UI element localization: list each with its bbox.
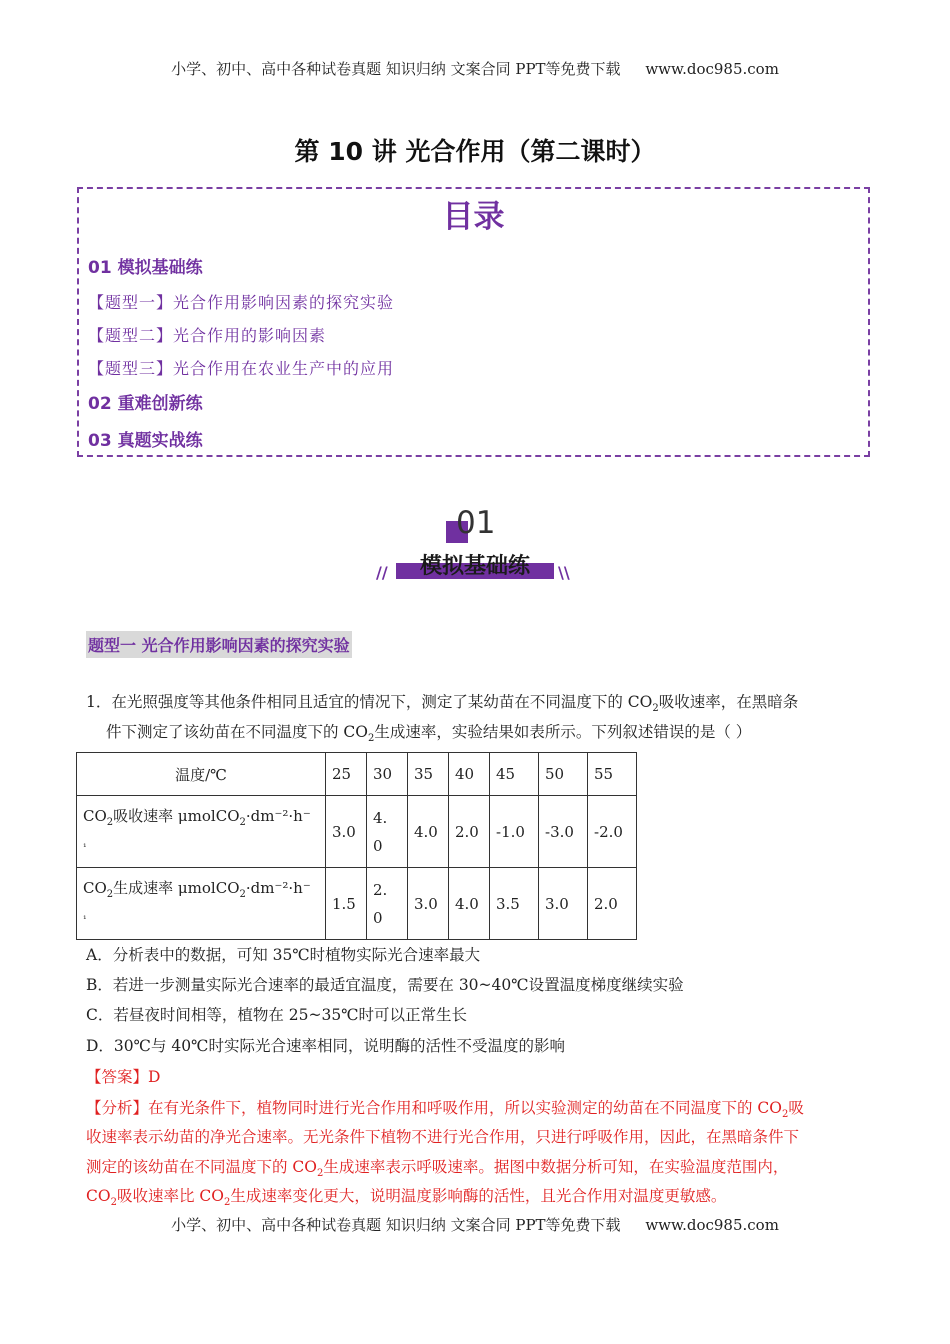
banner-title: 模拟基础练 bbox=[419, 554, 530, 579]
page-footer bbox=[0, 1214, 950, 1235]
analysis-line-2: 收速率表示幼苗的净光合速率。无光条件下植物不进行光合作用，只进行呼吸作用，因此，在黑暗条件下 bbox=[86, 1128, 800, 1146]
table-cell: 3.0 bbox=[408, 868, 449, 940]
banner-number: 01 bbox=[456, 505, 496, 541]
row-label bbox=[77, 868, 326, 940]
question-line-2 bbox=[106, 720, 751, 744]
analysis-line-1 bbox=[86, 1096, 804, 1120]
label-text: ·dm⁻²·h⁻ bbox=[245, 806, 311, 825]
option-d[interactable]: D．30℃与 40℃时实际光合速率相同，说明酶的活性不受温度的影响 bbox=[86, 1037, 565, 1055]
answer-line: 【答案】D bbox=[86, 1068, 161, 1086]
table-row bbox=[77, 796, 637, 868]
header-cell: 35 bbox=[408, 753, 449, 796]
analysis-line-3 bbox=[86, 1155, 788, 1179]
analysis-text: 吸收速率比 CO bbox=[116, 1187, 224, 1205]
q-text: 1．在光照强度等其他条件相同且适宜的情况下，测定了某幼苗在不同温度下的 CO bbox=[86, 693, 653, 711]
table-cell: 3.5 bbox=[490, 868, 539, 940]
table-cell bbox=[367, 796, 408, 868]
toc-item-type2[interactable]: 【题型二】光合作用的影响因素 bbox=[88, 326, 327, 345]
table-of-contents bbox=[77, 187, 870, 457]
table-cell bbox=[367, 868, 408, 940]
type-heading: 题型一 光合作用影响因素的探究实验 bbox=[86, 631, 352, 658]
analysis-line-4 bbox=[86, 1184, 726, 1208]
option-a[interactable]: A．分析表中的数据，可知 35℃时植物实际光合速率最大 bbox=[86, 946, 481, 964]
label-text: 吸收速率 μmolCO bbox=[113, 806, 240, 825]
data-table bbox=[76, 752, 637, 940]
table-cell: 4.0 bbox=[449, 868, 490, 940]
cell-text: 4. bbox=[373, 808, 388, 827]
label-text: 生成速率 μmolCO bbox=[113, 878, 240, 897]
label-text: ·dm⁻²·h⁻ bbox=[245, 878, 311, 897]
header-text: 小学、初中、高中各种试卷真题 知识归纳 文案合同 PPT等免费下载 bbox=[171, 60, 621, 78]
toc-item-type3[interactable]: 【题型三】光合作用在农业生产中的应用 bbox=[88, 359, 395, 378]
footer-text: 小学、初中、高中各种试卷真题 知识归纳 文案合同 PPT等免费下载 bbox=[171, 1216, 621, 1234]
header-cell: 45 bbox=[490, 753, 539, 796]
option-b[interactable]: B．若进一步测量实际光合速率的最适宜温度，需要在 30~40℃设置温度梯度继续实验 bbox=[86, 976, 684, 994]
table-cell: -1.0 bbox=[490, 796, 539, 868]
toc-title: 目录 bbox=[442, 199, 505, 235]
header-cell: 温度/℃ bbox=[77, 753, 326, 796]
page-title: 第 10 讲 光合作用（第二课时） bbox=[294, 137, 656, 166]
subscript: 2 bbox=[317, 1168, 324, 1180]
label-text: CO bbox=[83, 878, 107, 897]
table-header-row bbox=[77, 753, 637, 796]
q-text: 件下测定了该幼苗在不同温度下的 CO bbox=[106, 723, 368, 741]
header-url[interactable]: www.doc985.com bbox=[645, 60, 779, 78]
cell-text: 2. bbox=[373, 880, 388, 899]
table-cell: 2.0 bbox=[588, 868, 637, 940]
table-cell: 4.0 bbox=[408, 796, 449, 868]
analysis-text: 生成速率变化更大，说明温度影响酶的活性，且光合作用对温度更敏感。 bbox=[230, 1187, 727, 1205]
table-cell: 1.5 bbox=[326, 868, 367, 940]
table-cell: 3.0 bbox=[326, 796, 367, 868]
toc-item-type1[interactable]: 【题型一】光合作用影响因素的探究实验 bbox=[88, 293, 395, 312]
page-header bbox=[0, 58, 950, 79]
table-cell: 3.0 bbox=[539, 868, 588, 940]
cell-text: 0 bbox=[373, 908, 383, 927]
subscript: 2 bbox=[106, 888, 114, 900]
table-cell: -2.0 bbox=[588, 796, 637, 868]
subscript: 2 bbox=[223, 1197, 231, 1209]
table-row bbox=[77, 868, 637, 940]
option-c[interactable]: C．若昼夜时间相等，植物在 25~35℃时可以正常生长 bbox=[86, 1006, 468, 1024]
banner-left-slash-icon: // bbox=[376, 563, 388, 582]
q-text: 吸收速率，在黑暗条 bbox=[658, 693, 799, 711]
subscript: 2 bbox=[368, 733, 375, 745]
subscript: 2 bbox=[106, 816, 114, 828]
subscript: 2 bbox=[110, 1197, 117, 1209]
label-text: ¹ bbox=[83, 914, 87, 925]
header-cell: 40 bbox=[449, 753, 490, 796]
analysis-text: 吸 bbox=[788, 1099, 804, 1117]
section-banner bbox=[370, 505, 580, 585]
header-cell: 50 bbox=[539, 753, 588, 796]
label-text: CO bbox=[83, 806, 107, 825]
banner-right-slash-icon: \\ bbox=[558, 563, 570, 582]
header-cell: 30 bbox=[367, 753, 408, 796]
q-text: 生成速率，实验结果如表所示。下列叙述错误的是（ ） bbox=[374, 723, 752, 741]
subscript: 2 bbox=[239, 888, 246, 900]
toc-section-02[interactable]: 02 重难创新练 bbox=[88, 394, 203, 414]
label-text: ¹ bbox=[83, 842, 87, 853]
header-cell: 55 bbox=[588, 753, 637, 796]
analysis-text: 【分析】在有光条件下，植物同时进行光合作用和呼吸作用，所以实验测定的幼苗在不同温度下的 CO bbox=[86, 1099, 782, 1117]
row-label bbox=[77, 796, 326, 868]
cell-text: 0 bbox=[373, 836, 383, 855]
analysis-text: CO bbox=[86, 1187, 111, 1205]
subscript: 2 bbox=[239, 816, 246, 828]
table-cell: 2.0 bbox=[449, 796, 490, 868]
toc-section-01[interactable]: 01 模拟基础练 bbox=[88, 258, 203, 278]
question-line-1 bbox=[86, 690, 798, 714]
subscript: 2 bbox=[652, 703, 659, 715]
subscript: 2 bbox=[782, 1109, 789, 1121]
analysis-text: 测定的该幼苗在不同温度下的 CO bbox=[86, 1158, 317, 1176]
analysis-text: 生成速率表示呼吸速率。据图中数据分析可知，在实验温度范围内， bbox=[323, 1158, 789, 1176]
header-cell: 25 bbox=[326, 753, 367, 796]
toc-section-03[interactable]: 03 真题实战练 bbox=[88, 431, 203, 451]
footer-url[interactable]: www.doc985.com bbox=[645, 1216, 779, 1234]
table-cell: -3.0 bbox=[539, 796, 588, 868]
